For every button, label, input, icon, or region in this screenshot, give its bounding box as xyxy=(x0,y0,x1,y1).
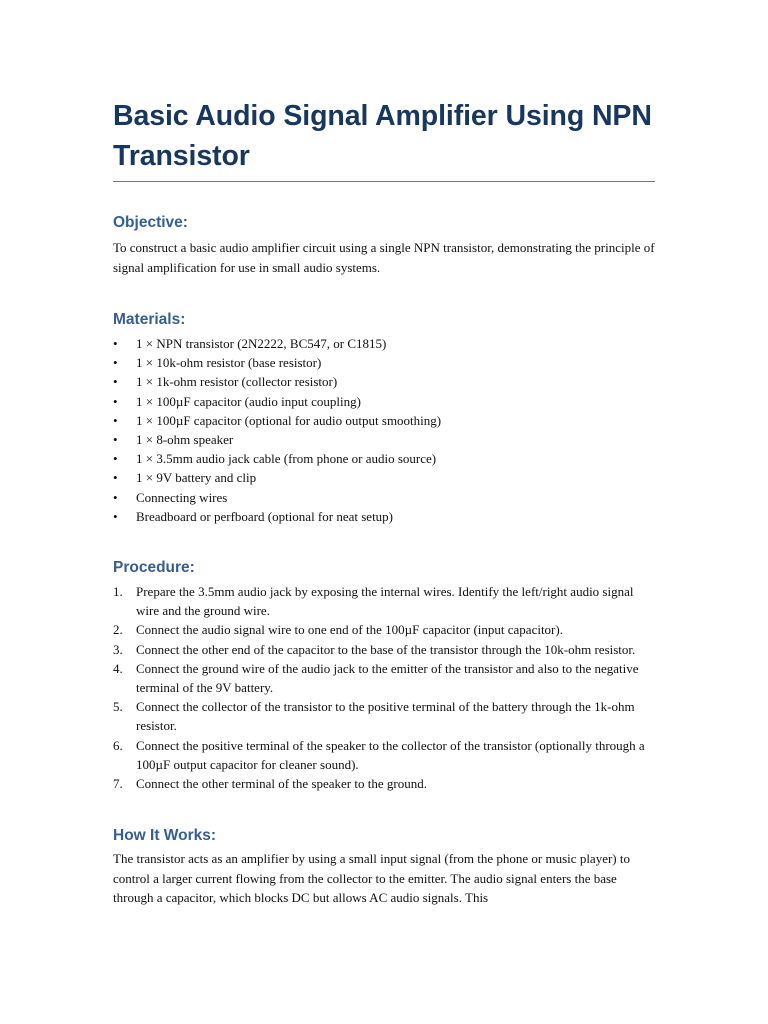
materials-list xyxy=(113,334,655,526)
step-text: Prepare the 3.5mm audio jack by exposing the internal wires. Identify the left/right audio signal wire and the ground wire. xyxy=(136,584,634,619)
material-text: 1 × 1k-ohm resistor (collector resistor) xyxy=(136,374,338,390)
document-title: Basic Audio Signal Amplifier Using NPN Transistor xyxy=(113,100,652,172)
material-text: Connecting wires xyxy=(136,489,228,505)
list-item xyxy=(113,507,655,526)
step-number: 4. xyxy=(113,660,123,676)
objective-heading: Objective: xyxy=(113,214,188,231)
bullet-marker: • xyxy=(113,432,118,448)
how-it-works-text: The transistor acts as an amplifier by using a small input signal (from the phone or music player) to control a larger current flowing from the collector to the emitter. The audio signal enters the base through a capacitor, which blocks DC but allows AC audio signals. This xyxy=(113,851,630,906)
list-item xyxy=(113,697,655,735)
bullet-marker: • xyxy=(113,393,118,409)
list-item xyxy=(113,372,655,391)
material-text: 1 × 8-ohm speaker xyxy=(136,432,234,448)
bullet-marker: • xyxy=(113,336,118,351)
step-number: 2. xyxy=(113,622,123,638)
material-text: Breadboard or perfboard (optional for neat setup) xyxy=(136,508,394,524)
step-text: Connect the audio signal wire to one end of the 100µF capacitor (input capacitor). xyxy=(136,622,563,638)
material-text: 1 × 9V battery and clip xyxy=(136,470,257,486)
list-item xyxy=(113,620,655,639)
bullet-marker: • xyxy=(113,451,118,467)
list-item xyxy=(113,488,655,507)
how-it-works-heading: How It Works: xyxy=(113,827,217,845)
material-text: 1 × 10k-ohm resistor (base resistor) xyxy=(136,355,322,371)
list-item xyxy=(113,411,655,430)
objective-text: To construct a basic audio amplifier circuit using a single NPN transistor, demonstrating the principle of signal amplification for use in small audio systems. xyxy=(113,240,655,275)
material-text: 1 × 100µF capacitor (audio input coupling) xyxy=(136,393,361,409)
list-item xyxy=(113,430,655,449)
list-item xyxy=(113,353,655,372)
step-number: 7. xyxy=(113,776,123,792)
step-number: 6. xyxy=(113,737,123,753)
list-item xyxy=(113,468,655,487)
list-item xyxy=(113,392,655,411)
step-number: 3. xyxy=(113,641,123,657)
list-item xyxy=(113,736,655,774)
procedure-list xyxy=(113,582,655,793)
material-text: 1 × 100µF capacitor (optional for audio output smoothing) xyxy=(136,412,442,428)
list-item xyxy=(113,640,655,659)
materials-heading: Materials: xyxy=(113,311,186,328)
procedure-heading: Procedure: xyxy=(113,559,195,577)
list-item xyxy=(113,334,655,353)
step-text: Connect the other terminal of the speaker to the ground. xyxy=(136,776,427,792)
list-item xyxy=(113,449,655,468)
step-number: 5. xyxy=(113,699,123,715)
bullet-marker: • xyxy=(113,470,118,486)
step-text: Connect the other end of the capacitor to the base of the transistor through the 10k-ohm resistor. xyxy=(136,641,636,657)
bullet-marker: • xyxy=(113,489,118,505)
bullet-marker: • xyxy=(113,374,118,390)
list-item xyxy=(113,774,655,793)
step-text: Connect the collector of the transistor to the positive terminal of the battery through the 1k-ohm resistor. xyxy=(136,699,635,734)
material-text: 1 × NPN transistor (2N2222, BC547, or C1815) xyxy=(136,336,387,351)
bullet-marker: • xyxy=(113,508,118,524)
bullet-marker: • xyxy=(113,412,118,428)
title-underline xyxy=(113,181,655,182)
step-text: Connect the ground wire of the audio jack to the emitter of the transistor and also to the negative terminal of the 9V battery. xyxy=(136,660,639,696)
bullet-marker: • xyxy=(113,355,118,371)
list-item xyxy=(113,582,655,620)
step-text: Connect the positive terminal of the speaker to the collector of the transistor (optionally through a 100µF output capacitor for cleaner sound). xyxy=(136,737,645,772)
material-text: 1 × 3.5mm audio jack cable (from phone or audio source) xyxy=(136,451,437,467)
document-page xyxy=(113,96,655,908)
list-item xyxy=(113,659,655,697)
step-number: 1. xyxy=(113,584,123,600)
